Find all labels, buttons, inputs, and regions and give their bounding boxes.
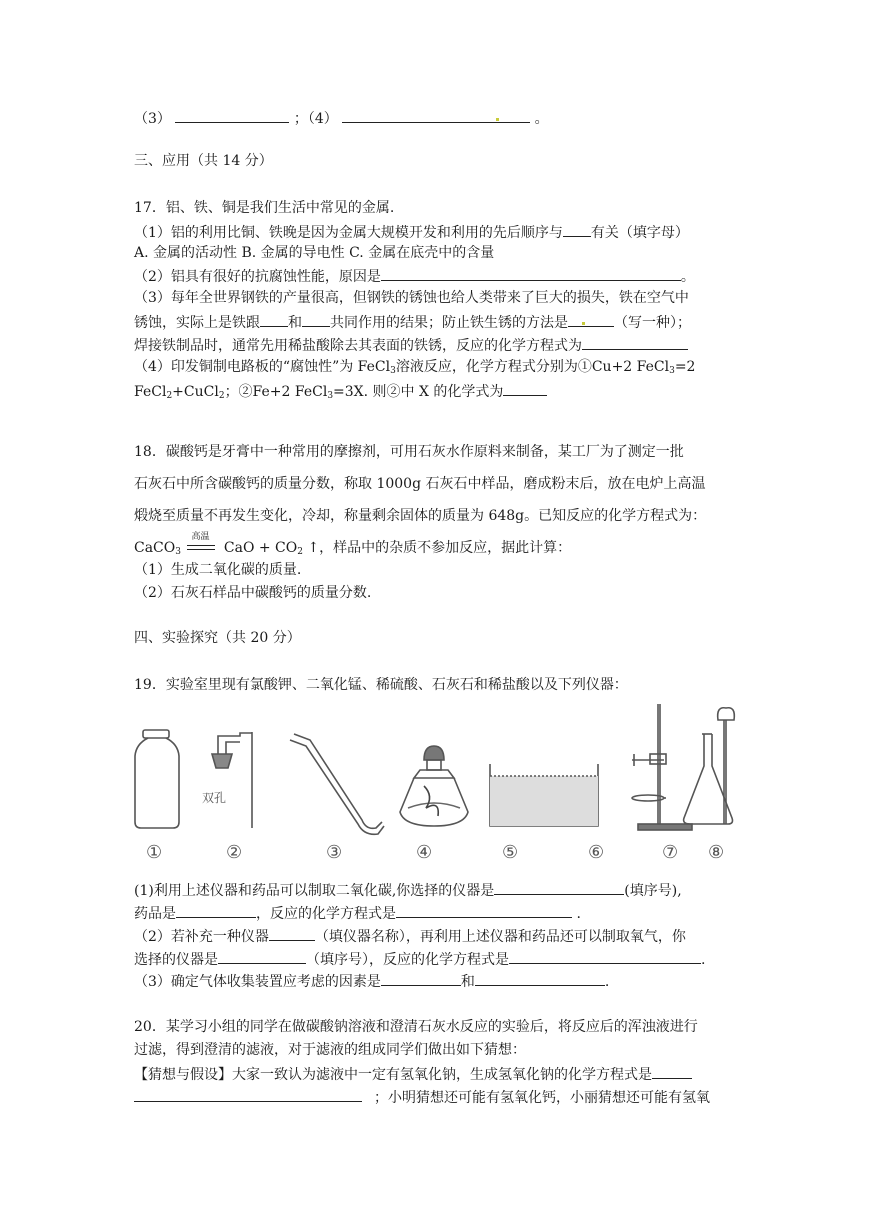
q17-l3-text: （2）铝具有很好的抗腐蚀性能，原因是 (134, 269, 381, 285)
q19-l4-mid: （填序号），反应的化学方程式是 (306, 952, 509, 968)
q19-l2-mid: ，反应的化学方程式是 (256, 906, 396, 922)
q19-line-1 (134, 880, 682, 900)
q20-l3-text: 大家一致认为滤液中一定有氢氧化钠，生成氢氧化钠的化学方程式是 (232, 1067, 652, 1083)
q17-l8-a: FeCl (134, 384, 167, 400)
label-4: ④ (416, 842, 433, 863)
eq-tail: ↑，样品中的杂质不参加反应，据此计算： (307, 540, 572, 556)
q19-l1-tail: (填序号), (624, 883, 682, 899)
bent-delivery-tube-icon (290, 734, 384, 834)
q17-blank-1[interactable] (563, 222, 591, 237)
label-8: ⑧ (708, 842, 725, 863)
q17-line-8 (134, 381, 547, 405)
stray-dot (582, 322, 585, 325)
part3-label: （3） (134, 111, 171, 127)
q19-line-5 (134, 971, 609, 991)
q19-line-3 (134, 926, 686, 946)
q20-line-1: 20．某学习小组的同学在做碳酸钠溶液和澄清石灰水反应的实验后，将反应后的浑浊液进行 (134, 1019, 698, 1035)
q18-line-3: 煅烧至质量不再发生变化，冷却，称量剩余固体的质量为 648g。已知反应的化学方程式为： (134, 508, 707, 524)
q17-blank-6[interactable] (582, 335, 688, 350)
label-7: ⑦ (662, 842, 679, 863)
q17-l1-text: （1）铝的利用比铜、铁晚是因为金属大规模开发和利用的先后顺序与 (134, 225, 563, 241)
q17-l3-tail: 。 (680, 269, 695, 285)
q19-blank-6[interactable] (509, 949, 701, 964)
q17-l8-d: =3X. 则②中 X 的化学式为 (333, 384, 504, 400)
water-trough-icon (490, 764, 598, 826)
separator: ；（4） (293, 111, 338, 127)
q19-blank-8[interactable] (475, 971, 605, 986)
condition-label: 高温 (191, 532, 210, 542)
label-3: ③ (326, 842, 343, 863)
q20-line-4 (134, 1087, 710, 1107)
q19-blank-5[interactable] (218, 949, 306, 964)
q17-l8-b: +CuCl (172, 384, 219, 400)
q17-options: A. 金属的活动性 B. 金属的导电性 C. 金属在底壳中的含量 (134, 245, 495, 261)
q19-line-4 (134, 949, 705, 969)
q17-l7-c: =2 (674, 359, 696, 375)
q17-line-5 (134, 312, 691, 332)
q17-blank-3[interactable] (260, 312, 288, 327)
q17-l5-tail: （写一种）； (614, 315, 691, 331)
q19-l4-text: 选择的仪器是 (134, 952, 218, 968)
long-neck-funnel-icon (718, 708, 735, 824)
q17-line-6 (134, 335, 688, 355)
subscript: 2 (166, 391, 173, 401)
q19-l3-text: （2）若补充一种仪器 (134, 929, 269, 945)
subscript: 2 (218, 391, 225, 401)
q17-blank-4[interactable] (302, 312, 330, 327)
subscript: 2 (297, 547, 303, 557)
alcohol-lamp-icon (400, 746, 468, 826)
eq-reactant: CaCO (134, 540, 176, 556)
q17-line-1 (134, 222, 689, 242)
q20-blank-2[interactable] (134, 1087, 362, 1102)
q18-line-2: 石灰石中所含碳酸钙的质量分数，称取 1000g 石灰石中样品，磨成粉末后，放在电炉上高温 (134, 476, 706, 492)
q19-blank-4[interactable] (269, 926, 315, 941)
q20-blank-1[interactable] (652, 1064, 692, 1079)
q19-title: 19．实验室里现有氯酸钾、二氧化锰、稀硫酸、石灰石和稀盐酸以及下列仪器： (134, 677, 628, 693)
two-hole-stopper-icon (212, 732, 252, 828)
q19-l5-and: 和 (460, 974, 475, 990)
q19-l4-end: . (701, 952, 706, 968)
answer-blank-3[interactable] (175, 108, 289, 123)
q19-blank-2[interactable] (176, 903, 256, 918)
q17-l5-text: 锈蚀，实际上是铁跟 (134, 315, 260, 331)
q18-sub-2: （2）石灰石样品中碳酸钙的质量分数. (134, 585, 372, 601)
q19-l5-end: . (604, 974, 610, 990)
q19-l2-text: 药品是 (134, 906, 176, 922)
stray-dot (496, 118, 499, 121)
q17-l6-text: 焊接铁制品时，通常先用稀盐酸除去其表面的铁锈，反应的化学方程式为 (134, 338, 582, 354)
q19-l1-text: (1)利用上述仪器和药品可以制取二氧化碳,你选择的仪器是 (134, 883, 495, 899)
q17-l7-b: 溶液反应，化学方程式分别为①Cu+2 FeCl (395, 359, 670, 375)
q17-l5-and: 和 (288, 315, 302, 331)
subscript: 3 (390, 366, 396, 376)
label-1: ① (146, 842, 163, 863)
q18-equation (134, 532, 572, 561)
section-4-heading: 四、实验探究（共 20 分） (134, 630, 301, 646)
q17-l7-a: （4）印发铜制电路板的“腐蚀性”为 FeCl (134, 359, 391, 375)
subscript: 3 (669, 366, 675, 376)
lab-apparatus-illustration (124, 700, 744, 870)
label-6: ⑥ (588, 842, 605, 863)
q17-blank-2[interactable] (381, 266, 681, 281)
q17-title: 17．铝、铁、铜是我们生活中常见的金属. (134, 200, 395, 216)
q19-blank-1[interactable] (494, 880, 624, 895)
answer-blank-4[interactable] (342, 108, 530, 123)
q17-l1-tail: 有关（填字母） (590, 225, 689, 241)
conical-flask-icon (684, 734, 733, 824)
q16-answer-line (134, 108, 549, 128)
period: 。 (534, 111, 549, 127)
subscript: 3 (327, 391, 334, 401)
q17-blank-7[interactable] (503, 381, 547, 396)
q19-blank-7[interactable] (381, 971, 461, 986)
q19-l5-text: （3）确定气体收集装置应考虑的因素是 (134, 974, 381, 990)
iron-stand-icon (632, 704, 692, 830)
q17-blank-5[interactable] (568, 312, 614, 327)
q20-line-3 (134, 1064, 692, 1084)
q19-line-2 (134, 903, 581, 923)
eq-products: CaO + CO (223, 540, 298, 556)
subscript: 3 (175, 547, 181, 557)
q20-line-2: 过滤，得到澄清的滤液，对于滤液的组成同学们做出如下猜想： (134, 1042, 526, 1058)
q19-l2-end: . (576, 906, 581, 922)
section-3-heading: 三、应用（共 14 分） (134, 153, 273, 169)
q17-line-4: （3）每年全世界钢铁的产量很高，但钢铁的锈蚀也给人类带来了巨大的损失，铁在空气中 (134, 290, 689, 306)
q17-l5-mid: 共同作用的结果；防止铁生锈的方法是 (330, 315, 568, 331)
label-5: ⑤ (502, 842, 519, 863)
q17-line-7 (134, 358, 695, 380)
q20-l4-text: ；小明猜想还可能有氢氧化钙，小丽猜想还可能有氢氧 (374, 1090, 710, 1106)
label-2: ② (226, 842, 243, 863)
q18-line-1: 18．碳酸钙是牙膏中一种常用的摩擦剂，可用石灰水作原料来制备，某工厂为了测定一批 (134, 444, 684, 460)
q17-line-3 (134, 266, 695, 286)
q17-l8-c: ；②Fe+2 FeCl (224, 384, 328, 400)
q19-l3-tail: （填仪器名称），再利用上述仪器和药品还可以制取氧气，你 (314, 929, 686, 945)
q18-sub-1: （1）生成二氧化碳的质量. (134, 562, 302, 578)
q19-blank-3[interactable] (396, 903, 572, 918)
stopper-label: 双孔 (202, 791, 227, 805)
gas-collecting-bottle-icon (135, 730, 179, 828)
reaction-condition-arrow (185, 532, 219, 556)
q20-hypothesis-label: 【猜想与假设】 (134, 1067, 232, 1083)
